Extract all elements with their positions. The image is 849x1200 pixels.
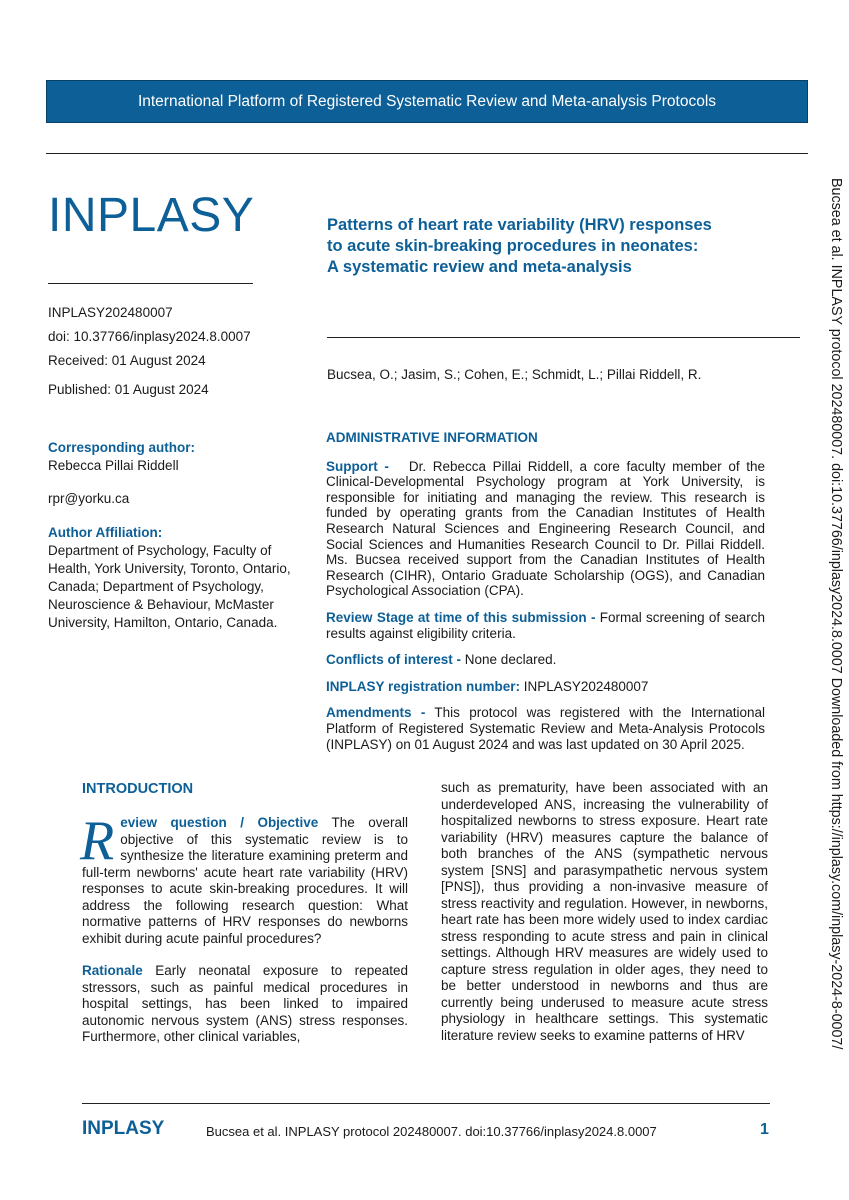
administrative-information bbox=[326, 430, 765, 763]
support-paragraph bbox=[326, 459, 765, 599]
footer-citation: Bucsea et al. INPLASY protocol 202480007. doi:10.37766/inplasy2024.8.0007 bbox=[206, 1124, 657, 1139]
protocol-id: INPLASY202480007 bbox=[48, 305, 173, 320]
conflicts-label: Conflicts of interest - bbox=[326, 652, 462, 668]
rationale-continued: such as prematurity, have been associated with an underdeveloped ANS, increasing the vulnerability of hospitalized newborns to stress exposure. Heart rate variability (HRV) measures capture the balance of both branches of the ANS (sympathetic nervous system [SNS] and parasympathetic nervous system [PNS]), thus providing a non-invasive measure of stress reactivity and regulation. However, in newborns, heart rate has been more widely used to index cardiac stress responding to acute stress and pain in clinical settings. Although HRV measures are widely used to capture stress regulation in older ages, they need to be better understood in newborns and thus are currently being underused to measure acute stress physiology in healthcare settings. This systematic literature review seeks to examine patterns of HRV bbox=[441, 780, 768, 1043]
title-line: Patterns of heart rate variability (HRV) responses bbox=[327, 216, 712, 234]
review-stage-text: Formal screening of search results against eligibility criteria. bbox=[326, 609, 765, 641]
intro-left-column bbox=[80, 810, 408, 1046]
author-list: Bucsea, O.; Jasim, S.; Cohen, E.; Schmidt, L.; Pillai Riddell, R. bbox=[327, 367, 702, 382]
amendments-text: This protocol was registered with the International Platform of Registered Systematic Review and Meta-Analysis Protocols (INPLASY) on 01 August 2024 and was last updated on 30 April 2025. bbox=[326, 705, 765, 752]
amendments-paragraph bbox=[326, 705, 765, 752]
introduction-heading: INTRODUCTION bbox=[82, 781, 194, 797]
vertical-citation bbox=[826, 178, 846, 1068]
paper-title bbox=[327, 215, 767, 278]
registration-label: INPLASY registration number: bbox=[326, 678, 521, 694]
rationale-paragraph bbox=[82, 963, 408, 1046]
conflicts-paragraph bbox=[326, 652, 765, 668]
title-line: A systematic review and meta-analysis bbox=[327, 258, 632, 276]
inplasy-logo: INPLASY bbox=[48, 189, 255, 242]
review-question-text: The overall objective of this systematic review is to synthesize the literature examining preterm and full-term newborns' acute heart rate variability (HRV) responses to acute skin-breaking procedures. It will address the following research question: What normative patterns of HRV responses do newborns exhibit during acute painful procedures? bbox=[82, 815, 408, 946]
registration-number: INPLASY202480007 bbox=[523, 678, 649, 694]
title-line: to acute skin-breaking procedures in neonates: bbox=[327, 237, 699, 255]
footer-logo: INPLASY bbox=[82, 1118, 165, 1139]
vertical-citation-text: Bucsea et al. INPLASY protocol 202480007. doi:10.37766/inplasy2024.8.0007 Downloaded from https://inplasy.com/inplasy-2024-8-0007/ bbox=[828, 178, 844, 1050]
title-rule bbox=[327, 337, 800, 338]
affiliation-label bbox=[48, 524, 162, 542]
rationale-text: Early neonatal exposure to repeated stressors, such as painful medical procedures in hospital settings, has been linked to impaired autonomic nervous system (ANS) stress responses. Furthermore, other clinical variables, bbox=[82, 963, 408, 1044]
corresponding-author-label bbox=[48, 439, 195, 457]
corresponding-author-name: Rebecca Pillai Riddell bbox=[48, 458, 179, 473]
received-date: Received: 01 August 2024 bbox=[48, 353, 206, 368]
review-question-paragraph bbox=[80, 810, 408, 947]
protocol-doi[interactable]: doi: 10.37766/inplasy2024.8.0007 bbox=[48, 329, 251, 344]
journal-banner bbox=[46, 80, 808, 123]
footer-rule bbox=[82, 1103, 770, 1104]
review-stage-label: Review Stage at time of this submission - bbox=[326, 609, 596, 625]
logo-rule bbox=[48, 283, 253, 284]
amendments-label: Amendments - bbox=[326, 705, 426, 721]
header-rule bbox=[46, 153, 808, 154]
support-text: Dr. Rebecca Pillai Riddell, a core faculty member of the Clinical-Developmental Psychology program at York University, is responsible for initiating and managing the review. This research is funded by operating grants from the Canadian Institutes of Health Research Natural Sciences and Engineering Research Council, and Social Sciences and Humanities Research Council to Dr. Pillai Riddell. Ms. Bucsea received support from the Canadian Institutes of Health Research (CIHR), Ontario Graduate Scholarship (OGS), and Canadian Psychological Association (CPA). bbox=[326, 458, 765, 599]
review-stage-paragraph bbox=[326, 610, 765, 641]
review-question-label: eview question / Objective bbox=[120, 815, 319, 830]
page-number: 1 bbox=[760, 1121, 769, 1138]
rationale-label: Rationale bbox=[82, 963, 143, 978]
drop-cap: R bbox=[80, 810, 115, 872]
registration-paragraph bbox=[326, 679, 765, 695]
affiliation-text: Department of Psychology, Faculty of Health, York University, Toronto, Ontario, Canada; Department of Psychology, Neuroscience & Behaviour, McMaster University, Hamilton, Ontario, Canada. bbox=[48, 543, 291, 630]
support-label: Support - bbox=[326, 458, 389, 474]
intro-right-column bbox=[441, 780, 768, 1044]
corresponding-email[interactable]: rpr@yorku.ca bbox=[48, 491, 130, 506]
admin-heading: ADMINISTRATIVE INFORMATION bbox=[326, 430, 538, 445]
label: Author Affiliation: bbox=[48, 525, 163, 540]
label: Corresponding author: bbox=[48, 440, 195, 455]
banner-text: International Platform of Registered Systematic Review and Meta-analysis Protocols bbox=[137, 92, 717, 110]
published-date: Published: 01 August 2024 bbox=[48, 382, 209, 397]
conflicts-text: None declared. bbox=[464, 652, 557, 668]
